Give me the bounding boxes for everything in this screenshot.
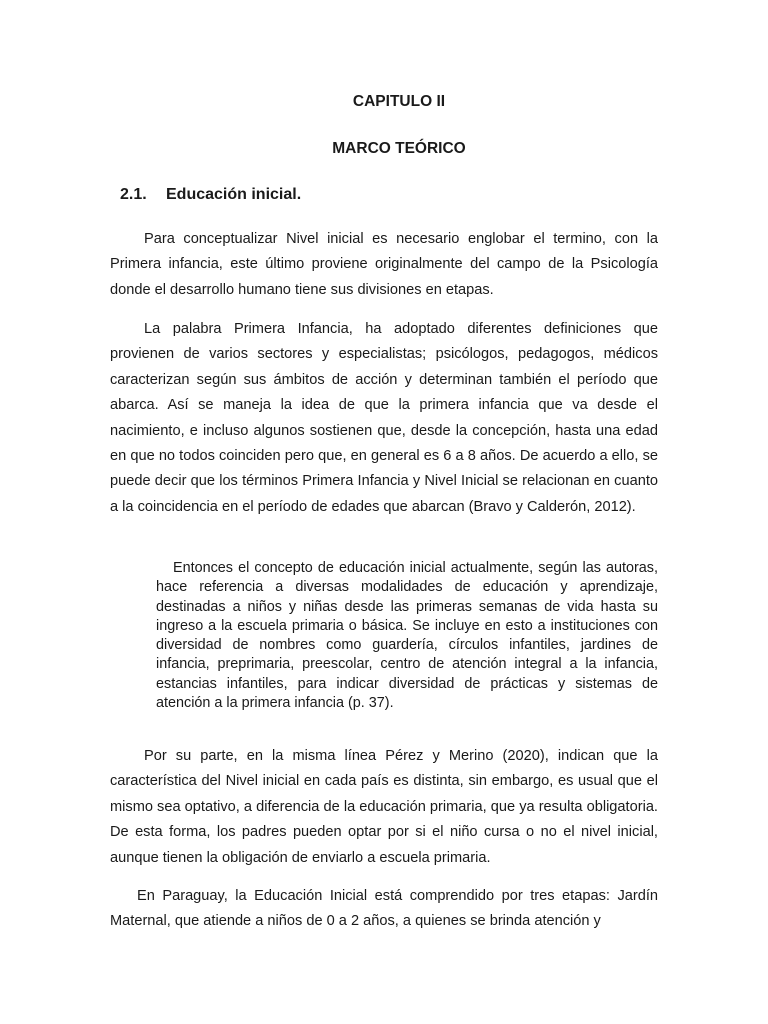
subsection-number: 2.1.: [120, 186, 147, 203]
block-quote: Entonces el concepto de educación inicial actualmente, según las autoras, hace referencia a diversas modalidades de educación y aprendizaje, destinadas a niños y niñas desde las primeras semanas de vida hasta su ingreso a la escuela primaria o básica. Se incluye en esto a instituciones con diversidad de nombres como guardería, círculos infantiles, jardines de infancia, preprimaria, preescolar, centro de atención integral a la infancia, estancias infantiles, para indicar diversidad de prácticas y sistemas de atención a la primera infancia (p. 37).: [156, 560, 658, 712]
body-paragraph: Por su parte, en la misma línea Pérez y Merino (2020), indican que la característica del Nivel inicial en cada país es distinta, sin embargo, es usual que el mismo sea optativo, a diferencia de la educación primaria, que ya resulta obligatoria. De esta forma, los padres pueden optar por si el niño cursa o no el nivel inicial, aunque tienen la obligación de enviarlo a escuela primaria.: [110, 748, 658, 866]
body-paragraph: En Paraguay, la Educación Inicial está comprendido por tres etapas: Jardín Maternal, que atiende a niños de 0 a 2 años, a quienes se brinda atención y: [110, 888, 658, 930]
body-paragraph: Para conceptualizar Nivel inicial es necesario englobar el termino, con la Primera infancia, este último proviene originalmente del campo de la Psicología donde el desarrollo humano tiene sus divisiones en etapas.: [110, 231, 658, 298]
chapter-title: CAPITULO II: [352, 93, 446, 110]
subsection-title: Educación inicial.: [166, 186, 302, 203]
body-paragraph: La palabra Primera Infancia, ha adoptado diferentes definiciones que provienen de varios sectores y especialistas; psicólogos, pedagogos, médicos caracterizan según sus ámbitos de acción y determinan también el período que abarca. Así se maneja la idea de que la primera infancia que va desde el nacimiento, e incluso algunos sostienen que, desde la concepción, hasta una edad en que no todos coinciden pero que, en general es 6 a 8 años. De acuerdo a ello, se puede decir que los términos Primera Infancia y Nivel Inicial se relacionan en cuanto a la coincidencia en el período de edades que abarcan (Bravo y Calderón, 2012).: [110, 321, 658, 515]
section-title: MARCO TEÓRICO: [332, 140, 466, 157]
subsection-heading: [120, 186, 301, 204]
